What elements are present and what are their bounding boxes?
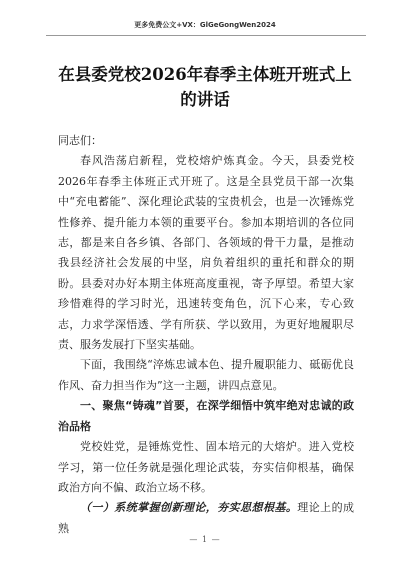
page-header: 更多免费公文+VX：GlGeGongWen2024 <box>134 21 276 29</box>
subsection-heading-text: 理论上的成熟 <box>58 501 355 535</box>
page-number: — 1 — <box>189 535 221 544</box>
document-body <box>58 131 354 539</box>
title-line-1: 在县委党校2026年春季主体班开班式上 <box>58 65 352 84</box>
title-line-2: 的讲话 <box>180 90 230 109</box>
paragraph-section-1: 党校姓党，是锤炼党性、固本培元的大熔炉。进入党校学习，第一位任务就是强化理论武装，夯实信仰根基，确保政治方向不偏、政治立场不移。 <box>58 440 354 494</box>
subsection-heading-lead: （一）系统掌握创新理论，夯实思想根基。 <box>80 501 298 515</box>
document-title <box>40 62 370 112</box>
paragraph-outline: 下面，我围绕“淬炼忠诚本色、提升履职能力、砥砺优良作风、奋力担当作为”这一主题，讲四点意见。 <box>58 358 354 392</box>
header-divider <box>46 35 366 36</box>
paragraph-opening: 春风浩荡启新程，党校熔炉炼真金。今天，县委党校2026年春季主体班正式开班了。这是全县党员干部一次集中“充电蓄能”、深化理论武装的宝贵机会，也是一次锤炼党性修养、提升能力本领的重要平台。参加本期培训的各位同志，都是来自各乡镇、各部门、各领域的骨干力量，是推动我县经济社会发展的中坚，肩负着组织的重托和群众的期盼。县委对办好本期主体班高度重视，寄予厚望。希望大家珍惜难得的学习时光，迅速转变角色，沉下心来，专心致志，力求学深悟透、学有所获、学以致用，为更好地履职尽责、服务发展打下坚实基础。 <box>58 154 354 352</box>
salutation: 同志们： <box>58 134 102 147</box>
section-heading-1: 一、聚焦“铸魂”首要，在深学细悟中筑牢绝对忠诚的政治品格 <box>58 399 354 433</box>
subsection-heading-1 <box>58 498 354 539</box>
